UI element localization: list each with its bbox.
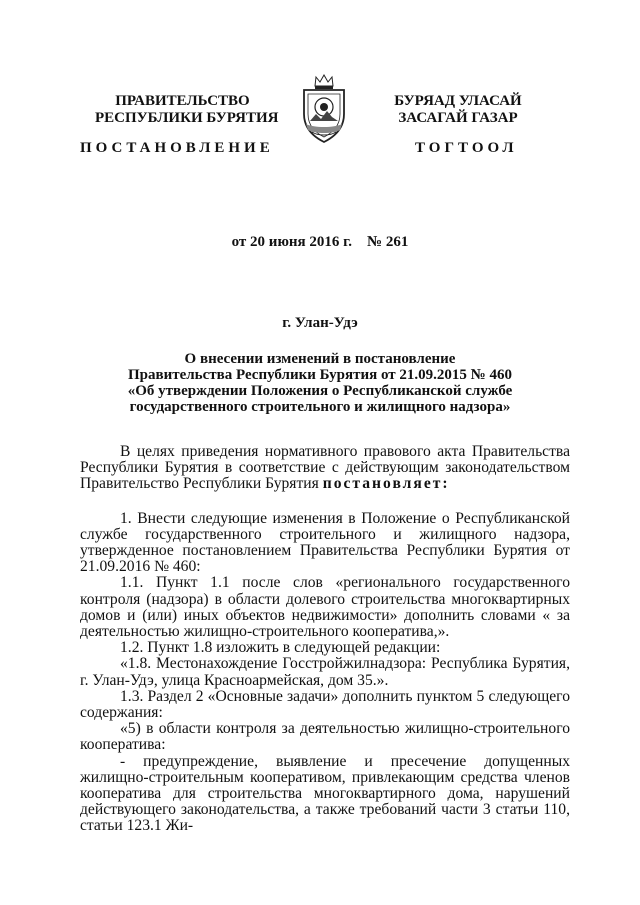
body-paragraph: «1.8. Местонахождение Госстройжилнадзора: Республика Бурятия, г. Улан-Удэ, улица Красноармейская, дом 35.». <box>80 655 570 689</box>
issuer-buryat-line-2: ЗАСАГАЙ ГАЗАР <box>398 110 518 126</box>
issuer-name-buryat <box>383 93 533 127</box>
document-title <box>0 351 640 415</box>
document-date-number: от 20 июня 2016 г. № 261 <box>231 234 409 250</box>
title-line: Правительства Республики Бурятия от 21.09.2015 № 460 <box>127 367 512 383</box>
preamble-text: В целях приведения нормативного правового акта Правительства Республики Бурятия в соответствие с действующим законодательством Правительство Республики Бурятия <box>80 443 570 493</box>
body-paragraph: «5) в области контроля за деятельностью жилищно-строительного кооператива: <box>80 720 570 754</box>
title-line: «Об утверждении Положения о Республиканской службе <box>127 383 513 399</box>
body-paragraph: 1.1. Пункт 1.1 после слов «регионального государственного контроля (надзора) в области долевого строительства многоквартирных домов и (или) иных объектов недвижимости» дополнить словами « за деятельностью жилищно-строительного кооператива,». <box>80 574 570 641</box>
document-type-buryat: ТОГТООЛ <box>415 140 518 156</box>
preamble-paragraph <box>80 444 570 493</box>
preamble-decree-word: постановляет: <box>322 475 450 493</box>
document-type-russian: ПОСТАНОВЛЕНИЕ <box>80 140 274 156</box>
body-paragraph: 1.2. Пункт 1.8 изложить в следующей редакции: <box>120 639 441 657</box>
body-paragraph: 1. Внести следующие изменения в Положение о Республиканской службе государственного строительного и жилищного надзора, утвержденное постановлением Правительства Республики Бурятия от 21.09.2016 № 460: <box>80 509 570 576</box>
title-line: О внесении изменений в постановление <box>184 351 456 367</box>
coat-of-arms-icon <box>296 74 352 144</box>
issuer-name-russian <box>95 93 279 127</box>
issuer-buryat-line-1: БУРЯАД УЛАСАЙ <box>394 93 522 109</box>
document-city: г. Улан-Удэ <box>282 315 358 331</box>
issuer-line-1: ПРАВИТЕЛЬСТВО <box>115 93 250 109</box>
title-line: государственного строительного и жилищного надзора» <box>129 399 511 415</box>
issuer-line-2: РЕСПУБЛИКИ БУРЯТИЯ <box>95 110 279 126</box>
body-paragraph: - предупреждение, выявление и пресечение допущенных жилищно-строительным кооперативом, привлекающим средства членов кооператива для строительства многоквартирного дома, нарушений действующего законодательства, а также требований части 3 статьи 110, статьи 123.1 Жи- <box>80 752 570 835</box>
document-body <box>80 444 570 835</box>
body-paragraph: 1.3. Раздел 2 «Основные задачи» дополнить пунктом 5 следующего содержания: <box>80 687 570 722</box>
